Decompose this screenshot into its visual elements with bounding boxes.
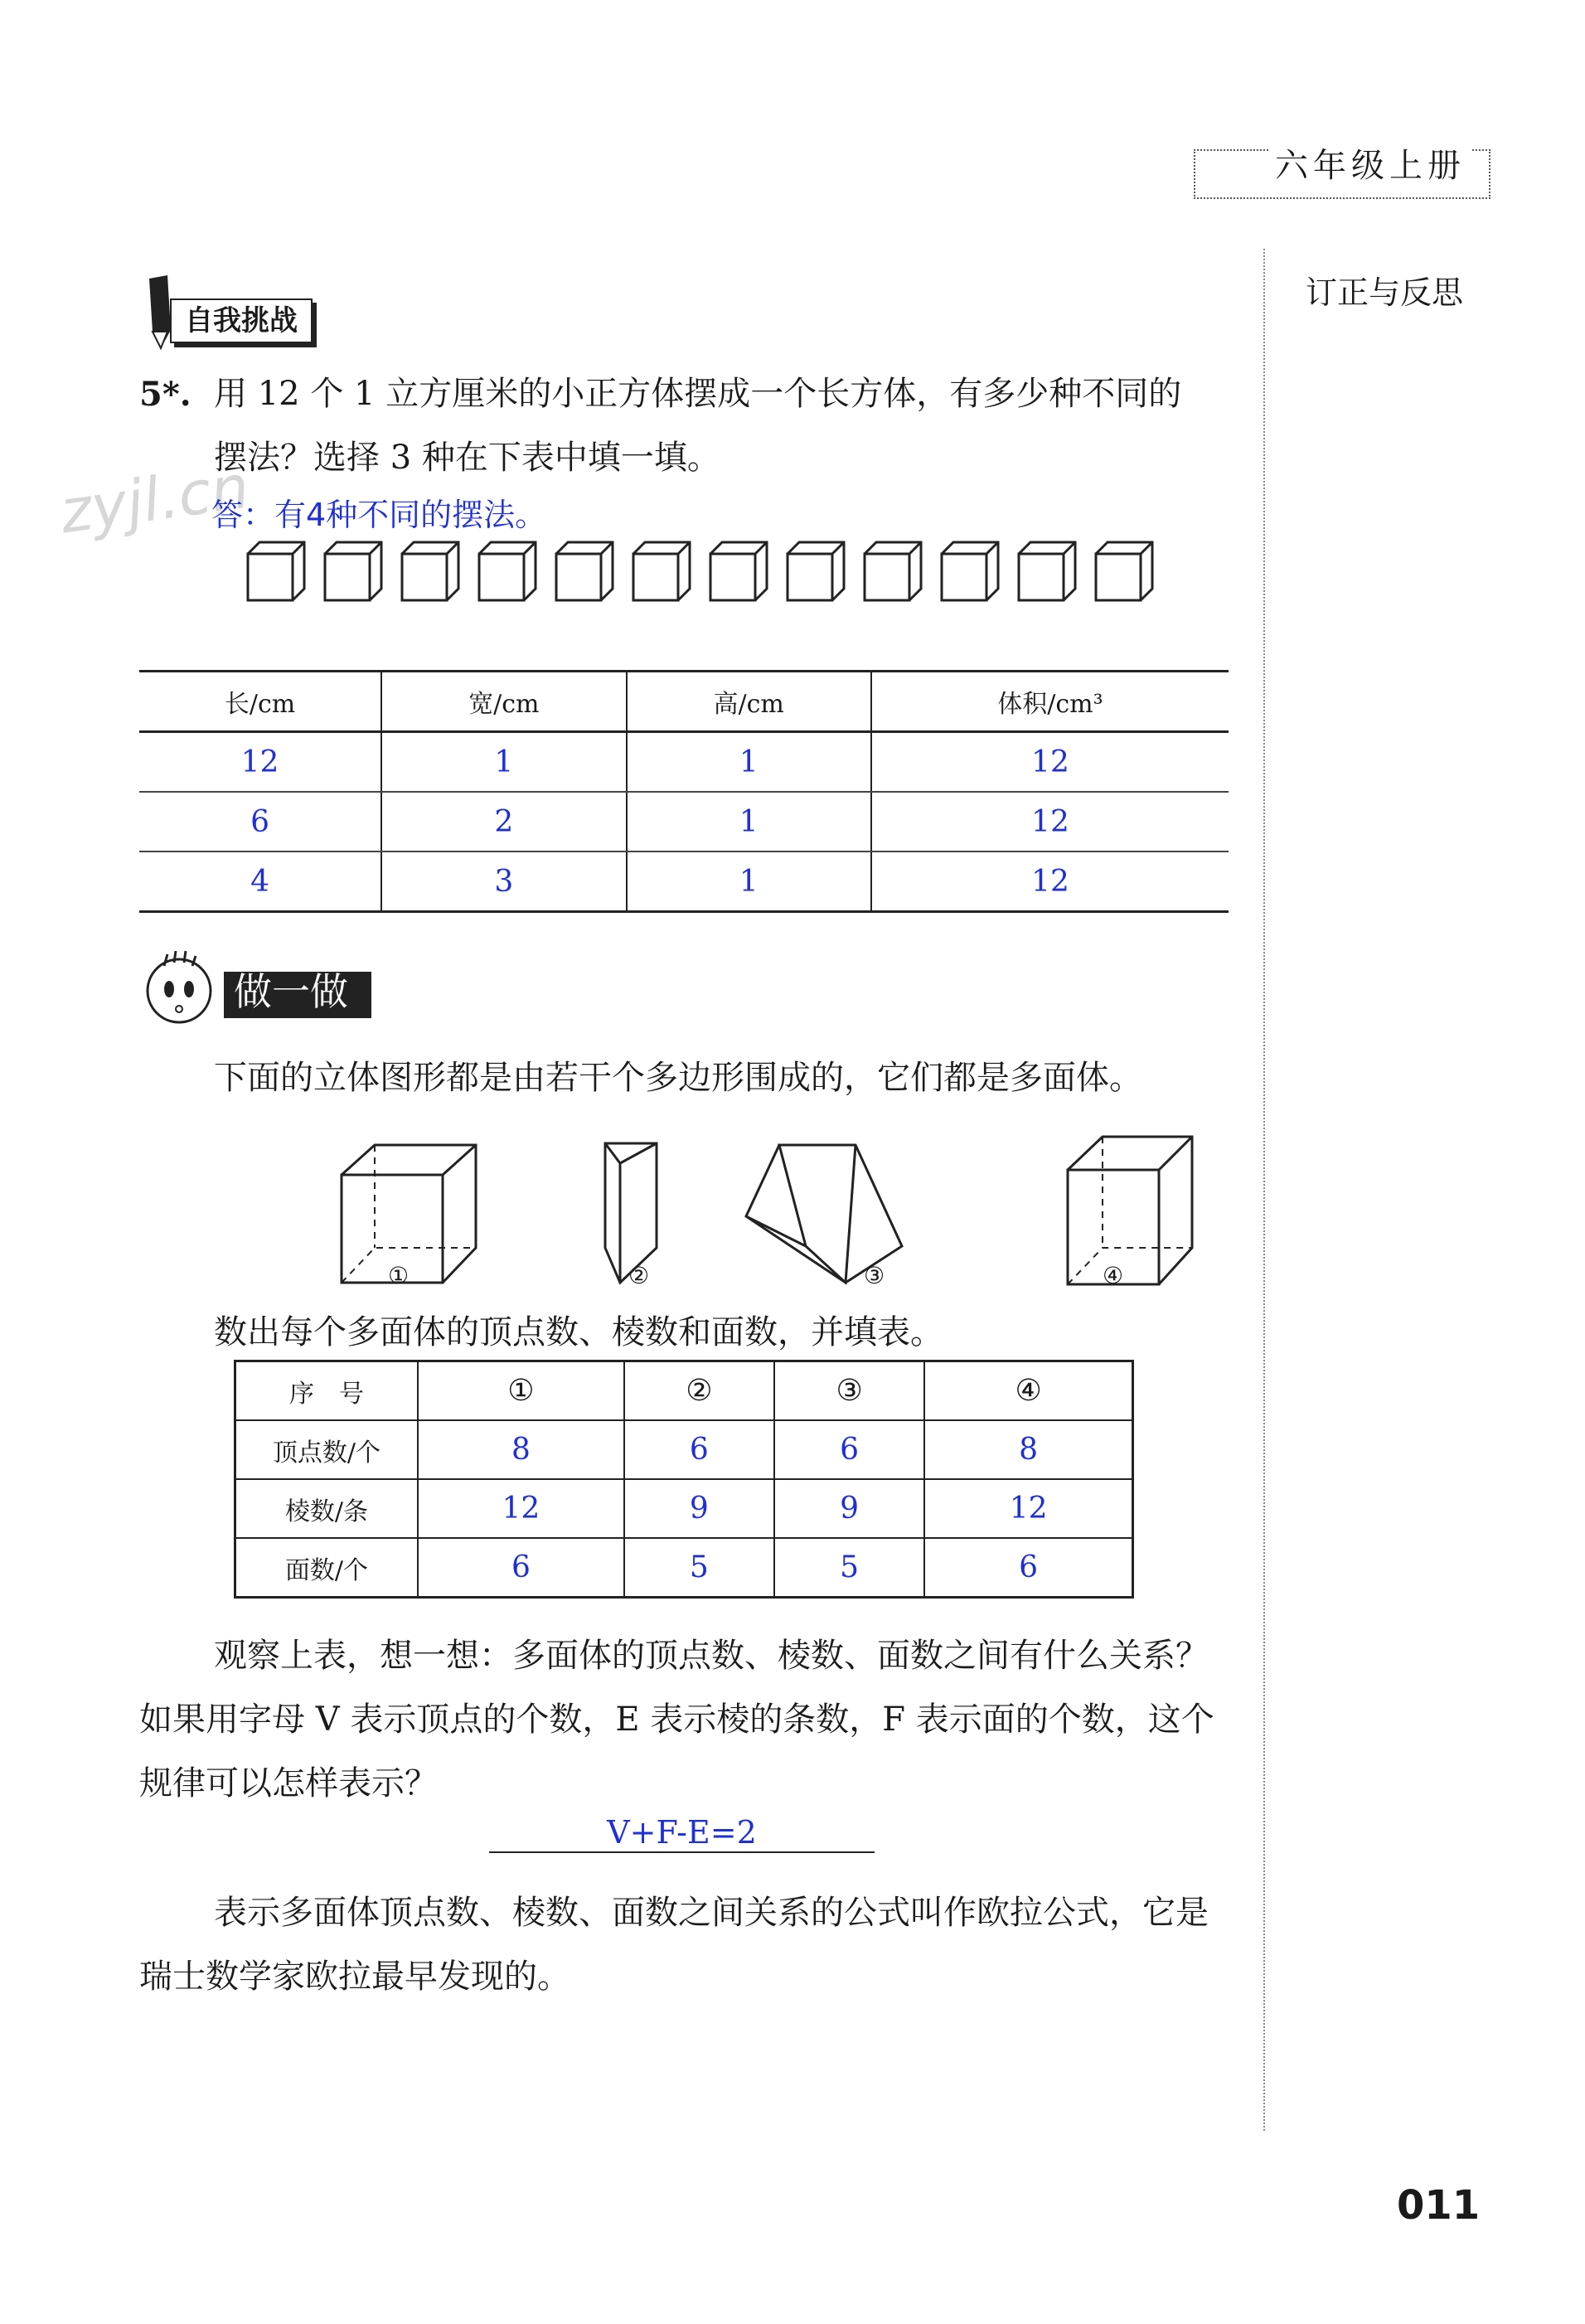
cell: 12 bbox=[871, 792, 1229, 851]
answer-underline bbox=[489, 1851, 875, 1853]
paragraph-2-line-2: 瑞士数学家欧拉最早发现的。 bbox=[139, 1958, 570, 1996]
cell: 5 bbox=[624, 1538, 774, 1598]
cell: 9 bbox=[774, 1479, 924, 1538]
cube-figure bbox=[1068, 1137, 1192, 1284]
unit-cube bbox=[788, 542, 844, 600]
watermark: zyjl.cn bbox=[56, 451, 254, 547]
unit-cube bbox=[710, 542, 767, 600]
unit-cube bbox=[248, 542, 304, 600]
polyhedra-figures bbox=[332, 1123, 1210, 1289]
table-header-row bbox=[139, 672, 1229, 732]
shape-label-4: ④ bbox=[1103, 1262, 1124, 1289]
question-line-1: 用 12 个 1 立方厘米的小正方体摆成一个长方体，有多少种不同的 bbox=[214, 375, 1182, 413]
book-title: 六年级上册 bbox=[1268, 139, 1472, 187]
unit-cube bbox=[1019, 542, 1075, 600]
row-label-vertices: 顶点数/个 bbox=[235, 1420, 419, 1479]
row-label-faces: 面数/个 bbox=[235, 1538, 419, 1598]
unit-cubes-row bbox=[245, 539, 1173, 605]
header-index: 序 号 bbox=[235, 1361, 419, 1421]
table-row bbox=[235, 1479, 1133, 1538]
header-shape-2: ② bbox=[624, 1361, 774, 1421]
table-row bbox=[139, 851, 1229, 912]
cell: 6 bbox=[418, 1538, 624, 1598]
cell: 12 bbox=[871, 851, 1229, 912]
polyhedra-table bbox=[234, 1360, 1134, 1599]
cuboid-table bbox=[139, 670, 1229, 913]
paragraph-1-line-2: 如果用字母 V 表示顶点的个数，E 表示棱的条数，F 表示面的个数，这个 bbox=[139, 1701, 1214, 1739]
header-volume: 体积/cm³ bbox=[871, 672, 1229, 732]
formula-answer: V+F-E=2 bbox=[607, 1814, 757, 1851]
cell: 12 bbox=[418, 1479, 624, 1538]
unit-cube bbox=[325, 542, 381, 600]
shape-label-2: ② bbox=[628, 1262, 650, 1289]
paragraph-1-line-1: 观察上表，想一想：多面体的顶点数、棱数、面数之间有什么关系？ bbox=[214, 1637, 1209, 1675]
cell: 1 bbox=[381, 732, 626, 793]
margin-divider bbox=[1263, 249, 1265, 2131]
cell: 12 bbox=[871, 732, 1229, 793]
cell: 8 bbox=[418, 1420, 624, 1479]
paragraph-2-line-1: 表示多面体顶点数、棱数、面数之间关系的公式叫作欧拉公式，它是 bbox=[214, 1894, 1209, 1932]
cell: 12 bbox=[924, 1479, 1132, 1538]
row-label-edges: 棱数/条 bbox=[235, 1479, 419, 1538]
shape-label-3: ③ bbox=[864, 1262, 885, 1289]
cell: 3 bbox=[381, 851, 626, 912]
self-challenge-badge: 自我挑战 bbox=[170, 298, 313, 343]
cell: 6 bbox=[139, 792, 381, 851]
header-shape-1: ① bbox=[418, 1361, 624, 1421]
unit-cube bbox=[479, 542, 536, 600]
header-shape-4: ④ bbox=[924, 1361, 1132, 1421]
question-number: 5*. bbox=[139, 375, 191, 414]
unit-cube bbox=[633, 542, 690, 600]
answer-text: 答：有4种不同的摆法。 bbox=[211, 497, 547, 533]
shape-label-1: ① bbox=[388, 1262, 410, 1289]
unit-cube bbox=[556, 542, 613, 600]
unit-cube bbox=[402, 542, 458, 600]
cell: 1 bbox=[627, 851, 871, 912]
cell: 5 bbox=[774, 1538, 924, 1598]
question-line-2: 摆法？选择 3 种在下表中填一填。 bbox=[214, 439, 720, 477]
cell: 9 bbox=[624, 1479, 774, 1538]
unit-cube bbox=[942, 542, 998, 600]
cell: 1 bbox=[627, 732, 871, 793]
intro-text: 下面的立体图形都是由若干个多边形围成的，它们都是多面体。 bbox=[214, 1059, 1142, 1097]
header-width: 宽/cm bbox=[381, 672, 626, 732]
cell: 6 bbox=[924, 1538, 1132, 1598]
cell: 1 bbox=[627, 792, 871, 851]
header-length: 长/cm bbox=[139, 672, 381, 732]
page-number: 011 bbox=[1397, 2182, 1481, 2229]
header-shape-3: ③ bbox=[774, 1361, 924, 1421]
kid-face-icon bbox=[139, 949, 219, 1029]
cell: 6 bbox=[774, 1420, 924, 1479]
cell: 6 bbox=[624, 1420, 774, 1479]
table-row bbox=[235, 1538, 1133, 1598]
cell: 8 bbox=[924, 1420, 1132, 1479]
table-header-row bbox=[235, 1361, 1133, 1421]
unit-cube bbox=[1096, 542, 1152, 600]
cell: 12 bbox=[139, 732, 381, 793]
table-row bbox=[139, 792, 1229, 851]
paragraph-1-line-3: 规律可以怎样表示？ bbox=[139, 1764, 438, 1802]
table-row bbox=[235, 1420, 1133, 1479]
table-row bbox=[139, 732, 1229, 793]
header-height: 高/cm bbox=[627, 672, 871, 732]
try-badge: 做一做 bbox=[234, 969, 348, 1014]
instruction-text: 数出每个多面体的顶点数、棱数和面数，并填表。 bbox=[214, 1313, 943, 1351]
cell: 4 bbox=[139, 851, 381, 912]
margin-title: 订正与反思 bbox=[1306, 274, 1464, 311]
cell: 2 bbox=[381, 792, 626, 851]
unit-cube bbox=[865, 542, 921, 600]
